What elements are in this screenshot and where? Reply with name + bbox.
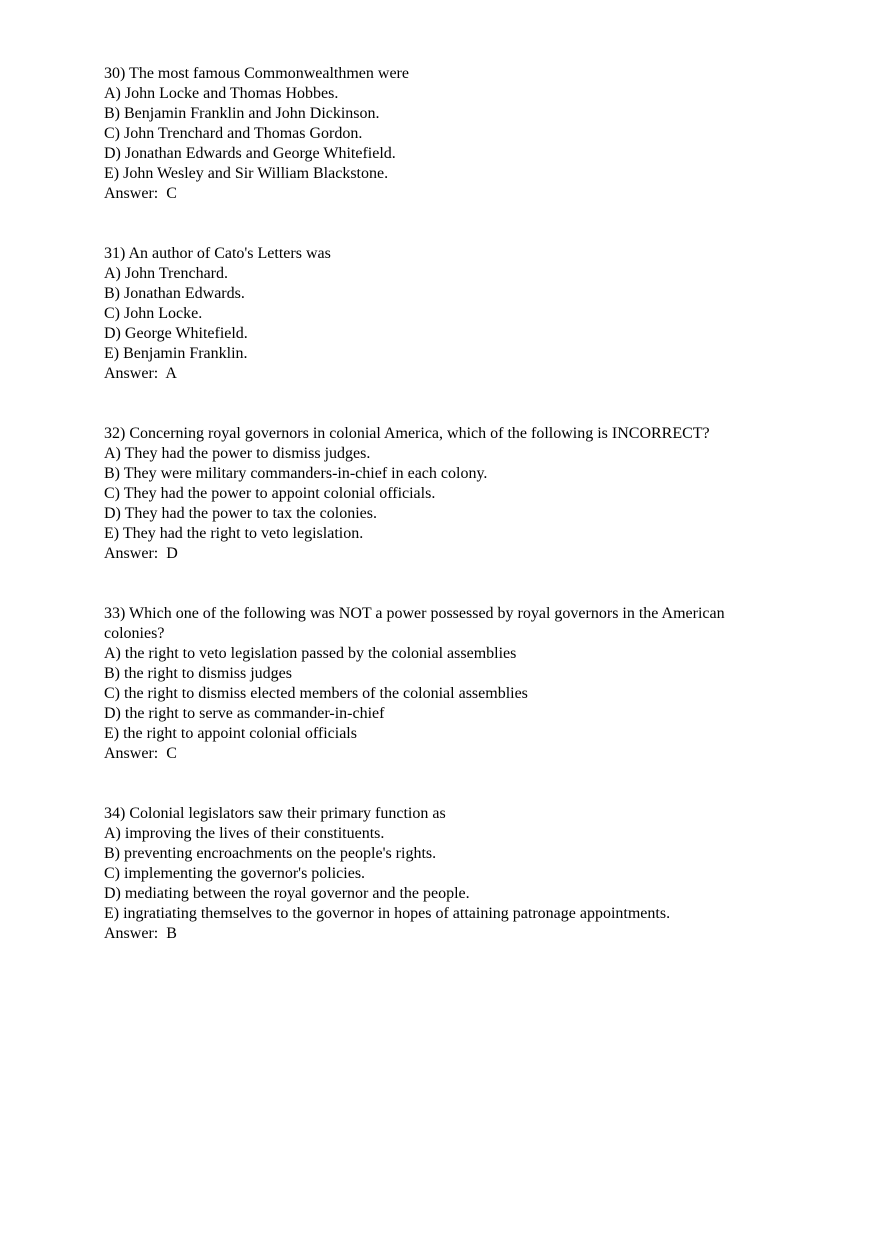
option-line: E) ingratiating themselves to the governor in hopes of attaining patronage appointments. xyxy=(104,905,671,922)
option-line: C) They had the power to appoint colonial officials. xyxy=(104,485,436,502)
option-line: E) John Wesley and Sir William Blackstone. xyxy=(104,165,389,182)
option-line: B) preventing encroachments on the people's rights. xyxy=(104,845,437,862)
question-text: 32) Concerning royal governors in colonial America, which of the following is INCORRECT? xyxy=(104,425,710,442)
option-line: B) They were military commanders-in-chief in each colony. xyxy=(104,465,488,482)
question-block xyxy=(104,424,776,564)
option-line: E) Benjamin Franklin. xyxy=(104,345,248,362)
option-line: B) Jonathan Edwards. xyxy=(104,285,245,302)
question-block xyxy=(104,64,776,204)
option-line: D) George Whitefield. xyxy=(104,325,248,342)
question-text: 33) Which one of the following was NOT a power possessed by royal governors in the American colonies? xyxy=(104,605,729,642)
answer-line: Answer: C xyxy=(104,185,177,202)
answer-line: Answer: D xyxy=(104,545,178,562)
question-text: 30) The most famous Commonwealthmen were xyxy=(104,65,409,82)
option-line: A) the right to veto legislation passed by the colonial assemblies xyxy=(104,645,517,662)
question-text: 31) An author of Cato's Letters was xyxy=(104,245,331,262)
question-block xyxy=(104,804,776,944)
option-line: D) mediating between the royal governor and the people. xyxy=(104,885,470,902)
option-line: A) John Trenchard. xyxy=(104,265,228,282)
option-line: C) John Locke. xyxy=(104,305,203,322)
question-text: 34) Colonial legislators saw their primary function as xyxy=(104,805,446,822)
option-line: D) the right to serve as commander-in-chief xyxy=(104,705,385,722)
option-line: C) John Trenchard and Thomas Gordon. xyxy=(104,125,363,142)
option-line: D) They had the power to tax the colonies. xyxy=(104,505,377,522)
option-line: E) They had the right to veto legislation. xyxy=(104,525,364,542)
option-line: A) improving the lives of their constituents. xyxy=(104,825,385,842)
question-block xyxy=(104,244,776,384)
option-line: C) the right to dismiss elected members of the colonial assemblies xyxy=(104,685,528,702)
option-line: B) the right to dismiss judges xyxy=(104,665,292,682)
option-line: B) Benjamin Franklin and John Dickinson. xyxy=(104,105,380,122)
option-line: D) Jonathan Edwards and George Whitefield. xyxy=(104,145,396,162)
option-line: E) the right to appoint colonial officials xyxy=(104,725,357,742)
answer-line: Answer: B xyxy=(104,925,177,942)
option-line: A) John Locke and Thomas Hobbes. xyxy=(104,85,339,102)
answer-line: Answer: A xyxy=(104,365,177,382)
option-line: C) implementing the governor's policies. xyxy=(104,865,366,882)
question-block xyxy=(104,604,776,764)
option-line: A) They had the power to dismiss judges. xyxy=(104,445,371,462)
answer-line: Answer: C xyxy=(104,745,177,762)
